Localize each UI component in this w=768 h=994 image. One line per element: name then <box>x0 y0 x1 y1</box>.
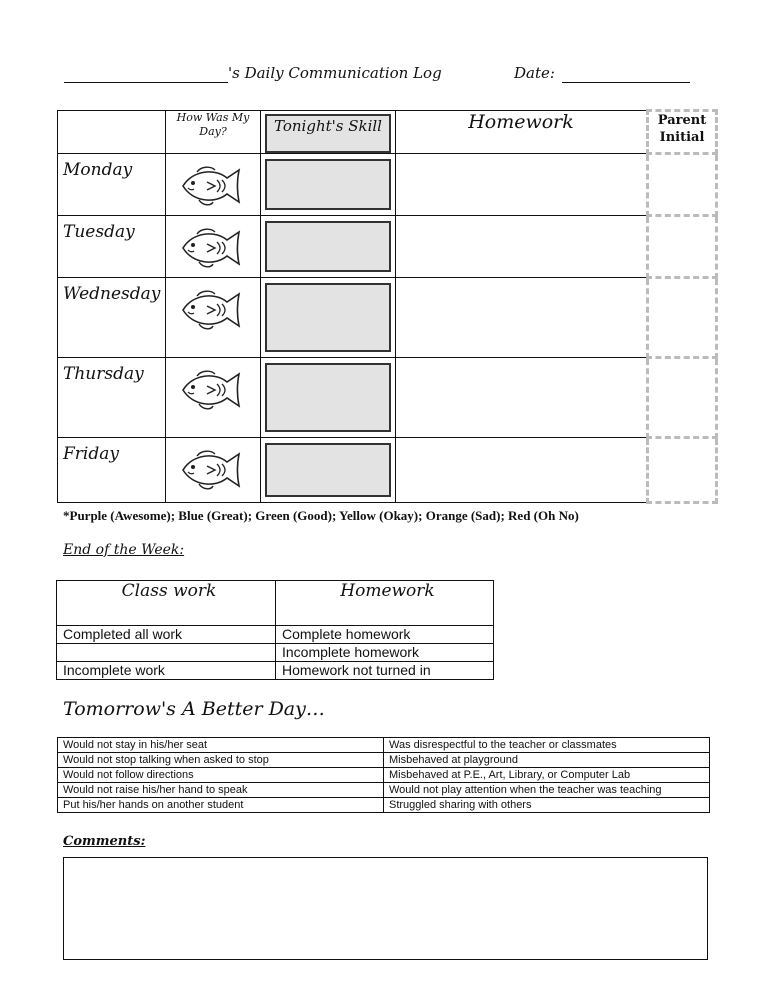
homework-cell[interactable] <box>396 154 648 216</box>
parent-initial-cell[interactable] <box>648 278 717 358</box>
table-row <box>58 753 710 768</box>
homework-cell[interactable] <box>396 278 648 358</box>
behavior-item[interactable]: Would not stop talking when asked to stop <box>58 753 384 768</box>
day-row <box>58 216 717 278</box>
fish-icon <box>179 401 247 418</box>
table-row <box>57 626 494 644</box>
name-blank-line[interactable] <box>64 82 228 83</box>
behavior-item[interactable]: Misbehaved at playground <box>384 753 710 768</box>
classwork-option[interactable] <box>57 644 276 662</box>
date-label: Date: <box>514 64 555 82</box>
table-row <box>58 798 710 813</box>
fish-icon <box>179 481 247 498</box>
skill-cell[interactable] <box>261 154 396 216</box>
behavior-item[interactable]: Was disrespectful to the teacher or classmates <box>384 738 710 753</box>
skill-cell[interactable] <box>261 278 396 358</box>
parent-initial-cell[interactable] <box>648 216 717 278</box>
table-row <box>57 644 494 662</box>
mood-cell[interactable] <box>166 278 261 358</box>
comments-box[interactable] <box>63 857 708 960</box>
skill-cell[interactable] <box>261 358 396 438</box>
header-skill-cell <box>261 111 396 154</box>
header-mood: How Was My Day? <box>166 111 261 154</box>
day-row <box>58 438 717 503</box>
day-label: Tuesday <box>58 216 166 278</box>
behavior-item[interactable]: Misbehaved at P.E., Art, Library, or Computer Lab <box>384 768 710 783</box>
mood-cell[interactable] <box>166 438 261 503</box>
mood-cell[interactable] <box>166 358 261 438</box>
behavior-item[interactable]: Would not raise his/her hand to speak <box>58 783 384 798</box>
day-label: Friday <box>58 438 166 503</box>
parent-initial-cell[interactable] <box>648 358 717 438</box>
end-of-week-title: End of the Week: <box>63 542 185 558</box>
behavior-item[interactable]: Would not follow directions <box>58 768 384 783</box>
table-row <box>58 783 710 798</box>
day-label: Wednesday <box>58 278 166 358</box>
day-label: Monday <box>58 154 166 216</box>
weekly-log-table <box>57 109 718 504</box>
behavior-table <box>57 737 710 813</box>
page-title: 's Daily Communication Log <box>228 64 442 82</box>
behavior-item[interactable]: Struggled sharing with others <box>384 798 710 813</box>
homework-header: Homework <box>276 581 494 626</box>
corner-cell <box>58 111 166 154</box>
fish-icon <box>179 197 247 214</box>
homework-option[interactable]: Incomplete homework <box>276 644 494 662</box>
homework-option[interactable]: Complete homework <box>276 626 494 644</box>
homework-option[interactable]: Homework not turned in <box>276 662 494 680</box>
parent-initial-cell[interactable] <box>648 154 717 216</box>
fish-icon <box>179 321 247 338</box>
table-row <box>57 662 494 680</box>
classwork-option[interactable]: Incomplete work <box>57 662 276 680</box>
mood-cell[interactable] <box>166 216 261 278</box>
table-row <box>58 768 710 783</box>
header-skill: Tonight's Skill <box>274 117 382 135</box>
behavior-item[interactable]: Would not play attention when the teacher was teaching <box>384 783 710 798</box>
homework-cell[interactable] <box>396 216 648 278</box>
homework-cell[interactable] <box>396 438 648 503</box>
classwork-option[interactable]: Completed all work <box>57 626 276 644</box>
table-row <box>58 738 710 753</box>
day-row <box>58 154 717 216</box>
header-homework: Homework <box>396 111 648 154</box>
fish-icon <box>179 259 247 276</box>
homework-cell[interactable] <box>396 358 648 438</box>
parent-initial-cell[interactable] <box>648 438 717 503</box>
better-day-title: Tomorrow's A Better Day… <box>63 698 325 720</box>
skill-cell[interactable] <box>261 216 396 278</box>
header-parent-initial: Parent Initial <box>648 111 717 154</box>
classwork-header: Class work <box>57 581 276 626</box>
day-row <box>58 358 717 438</box>
skill-cell[interactable] <box>261 438 396 503</box>
behavior-item[interactable]: Would not stay in his/her seat <box>58 738 384 753</box>
mood-cell[interactable] <box>166 154 261 216</box>
day-row <box>58 278 717 358</box>
day-label: Thursday <box>58 358 166 438</box>
color-legend: *Purple (Awesome); Blue (Great); Green (Good); Yellow (Okay); Orange (Sad); Red (Oh No) <box>63 508 579 523</box>
date-blank-line[interactable] <box>562 82 690 83</box>
behavior-item[interactable]: Put his/her hands on another student <box>58 798 384 813</box>
comments-label: Comments: <box>63 834 146 849</box>
end-of-week-table <box>56 580 494 680</box>
